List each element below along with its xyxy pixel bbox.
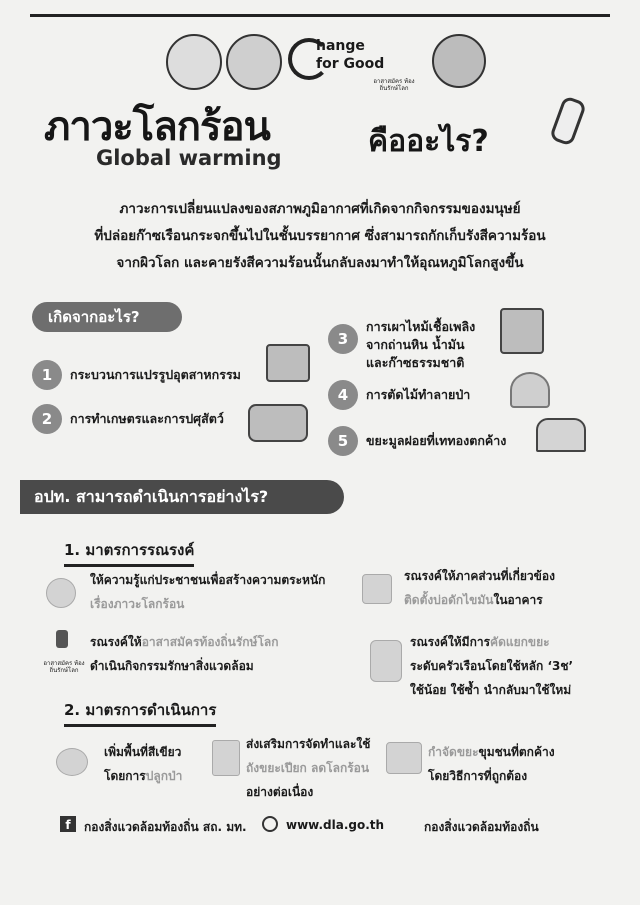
title-thai: ภาวะโลกร้อน bbox=[44, 104, 270, 150]
cause-label: การตัดไม้ทำลายป่า bbox=[366, 387, 471, 402]
text-span: โดยการ bbox=[104, 769, 146, 783]
text-span: ขุมชนที่ตกค้าง bbox=[478, 745, 555, 759]
text-line bbox=[90, 630, 279, 654]
intro-paragraph bbox=[40, 196, 600, 277]
actions-heading: อปท. สามารถดำเนินการอย่างไร? bbox=[20, 480, 344, 514]
facebook-page-label: กองสิ่งแวดล้อมท้องถิ่น สถ. มท. bbox=[84, 820, 247, 834]
cause-number: 4 bbox=[328, 380, 358, 410]
cause-number: 5 bbox=[328, 426, 358, 456]
text-line: โดยวิธีการที่ถูกต้อง bbox=[428, 769, 528, 783]
cause-number: 3 bbox=[328, 324, 358, 354]
cause-number: 2 bbox=[32, 404, 62, 434]
volunteer-caption: อาสาสมัคร ท้องถิ่นรักษ์โลก bbox=[373, 78, 415, 92]
volunteer-logo-icon bbox=[432, 34, 486, 88]
intro-line: ภาวะการเปลี่ยนแปลงของสภาพภูมิอากาศที่เกิดจากกิจกรรมของมนุษย์ bbox=[119, 201, 521, 217]
title-english: Global warming bbox=[96, 146, 282, 170]
text-line bbox=[104, 764, 182, 788]
campaign-item-1 bbox=[90, 568, 325, 616]
operation-measures-heading: 2. มาตรการดำเนินการ bbox=[64, 698, 216, 727]
recycle-bin-icon bbox=[370, 640, 402, 682]
waste-pile-icon bbox=[536, 418, 586, 452]
text-span: อาสาสมัครท้องถิ่นรักษ์โลก bbox=[141, 635, 279, 649]
text-span: ติดตั้งบ่อดักไขมัน bbox=[404, 593, 494, 607]
text-line: ให้ความรู้แก่ประชาชนเพื่อสร้างความตระหนัก bbox=[90, 573, 326, 587]
intro-line: ที่ปล่อยก๊าซเรือนกระจกขึ้นไปในชั้นบรรยากาศ ซึ่งสามารถกักเก็บรังสีความร้อน bbox=[94, 228, 546, 244]
cause-item-5 bbox=[328, 426, 506, 456]
cause-label bbox=[366, 318, 475, 372]
waste-disposal-icon bbox=[386, 742, 422, 774]
operation-item-2 bbox=[246, 732, 370, 804]
megaphone-icon bbox=[46, 578, 76, 608]
power-plant-icon bbox=[500, 308, 544, 354]
thermometer-icon bbox=[549, 95, 587, 146]
volunteer-caption: อาสาสมัคร ท้องถิ่นรักษ์โลก bbox=[43, 660, 85, 674]
grease-trap-icon bbox=[362, 574, 392, 604]
line-account-label: กองสิ่งแวดล้อมท้องถิ่น bbox=[424, 820, 539, 834]
text-span: ในอาคาร bbox=[493, 593, 543, 607]
cause-item-1 bbox=[32, 360, 241, 390]
cause-item-3 bbox=[328, 318, 475, 372]
text-line: เพิ่มพื้นที่สีเขียว bbox=[104, 745, 182, 759]
cause-number: 1 bbox=[32, 360, 62, 390]
text-line bbox=[404, 588, 555, 612]
text-span: รณรงค์ให้มีการ bbox=[410, 635, 491, 649]
title-question: คืออะไร? bbox=[368, 124, 489, 159]
text-line: ใช้น้อย ใช้ซ้ำ นำกลับมาใช้ใหม่ bbox=[410, 683, 572, 697]
text-line: รณรงค์ให้ภาคส่วนที่เกี่ยวข้อง bbox=[404, 569, 555, 583]
cause-label-line: จากถ่านหิน น้ำมัน bbox=[366, 337, 465, 352]
cause-label: ขยะมูลฝอยที่เททองตกค้าง bbox=[366, 433, 507, 448]
campaign-item-2 bbox=[404, 564, 555, 612]
text-line: ถังขยะเปียก ลดโลกร้อน bbox=[246, 761, 370, 775]
cause-label: กระบวนการแปรรูปอุตสาหกรรม bbox=[70, 367, 241, 382]
text-line bbox=[428, 740, 555, 764]
volunteer-mark-icon bbox=[56, 630, 68, 648]
text-span: ปลูกป่า bbox=[145, 769, 183, 783]
intro-line: จากผิวโลก และคายรังสีความร้อนนั้นกลับลงมาทำให้อุณหภูมิโลกสูงขึ้น bbox=[116, 255, 524, 271]
campaign-measures-heading: 1. มาตรการรณรงค์ bbox=[64, 538, 194, 567]
factory-icon bbox=[266, 344, 310, 382]
cause-label-line: และก๊าซธรรมชาติ bbox=[366, 355, 465, 370]
tree-planting-icon bbox=[56, 748, 88, 776]
causes-heading: เกิดจากอะไร? bbox=[32, 302, 182, 332]
operation-item-3 bbox=[428, 740, 555, 788]
facebook-icon: f bbox=[60, 816, 76, 832]
department-seal-icon bbox=[226, 34, 282, 90]
change-for-good-logo bbox=[288, 36, 415, 96]
text-span: รณรงค์ให้ bbox=[90, 635, 142, 649]
text-line: ดำเนินกิจกรรมรักษาสิ่งแวดล้อม bbox=[90, 659, 254, 673]
top-rule bbox=[30, 14, 610, 17]
website-url: www.dla.go.th bbox=[286, 818, 385, 832]
text-span: คัดแยกขยะ bbox=[490, 635, 550, 649]
cause-item-4 bbox=[328, 380, 470, 410]
campaign-line2: for Good bbox=[316, 56, 385, 72]
cause-item-2 bbox=[32, 404, 224, 434]
logo-strip bbox=[160, 30, 480, 102]
cause-label: การทำเกษตรและการปศุสัตว์ bbox=[70, 411, 224, 426]
agency-seal-icon bbox=[166, 34, 222, 90]
cause-label-line: การเผาไหม้เชื้อเพลิง bbox=[366, 319, 476, 334]
text-line: ระดับครัวเรือนโดยใช้หลัก ‘3ช’ bbox=[410, 659, 574, 673]
text-line: อย่างต่อเนื่อง bbox=[246, 785, 314, 799]
text-line bbox=[410, 630, 573, 654]
wet-waste-bin-icon bbox=[212, 740, 240, 776]
text-line: ส่งเสริมการจัดทำและใช้ bbox=[246, 737, 371, 751]
text-line: เรื่องภาวะโลกร้อน bbox=[90, 597, 185, 611]
text-span: กำจัดขยะ bbox=[428, 745, 479, 759]
campaign-item-4 bbox=[410, 630, 573, 702]
globe-icon bbox=[262, 816, 278, 832]
tree-stump-icon bbox=[510, 372, 550, 408]
cattle-icon bbox=[248, 404, 308, 442]
campaign-line1: hange bbox=[316, 38, 365, 54]
operation-item-1 bbox=[104, 740, 182, 788]
campaign-item-3 bbox=[90, 630, 279, 678]
